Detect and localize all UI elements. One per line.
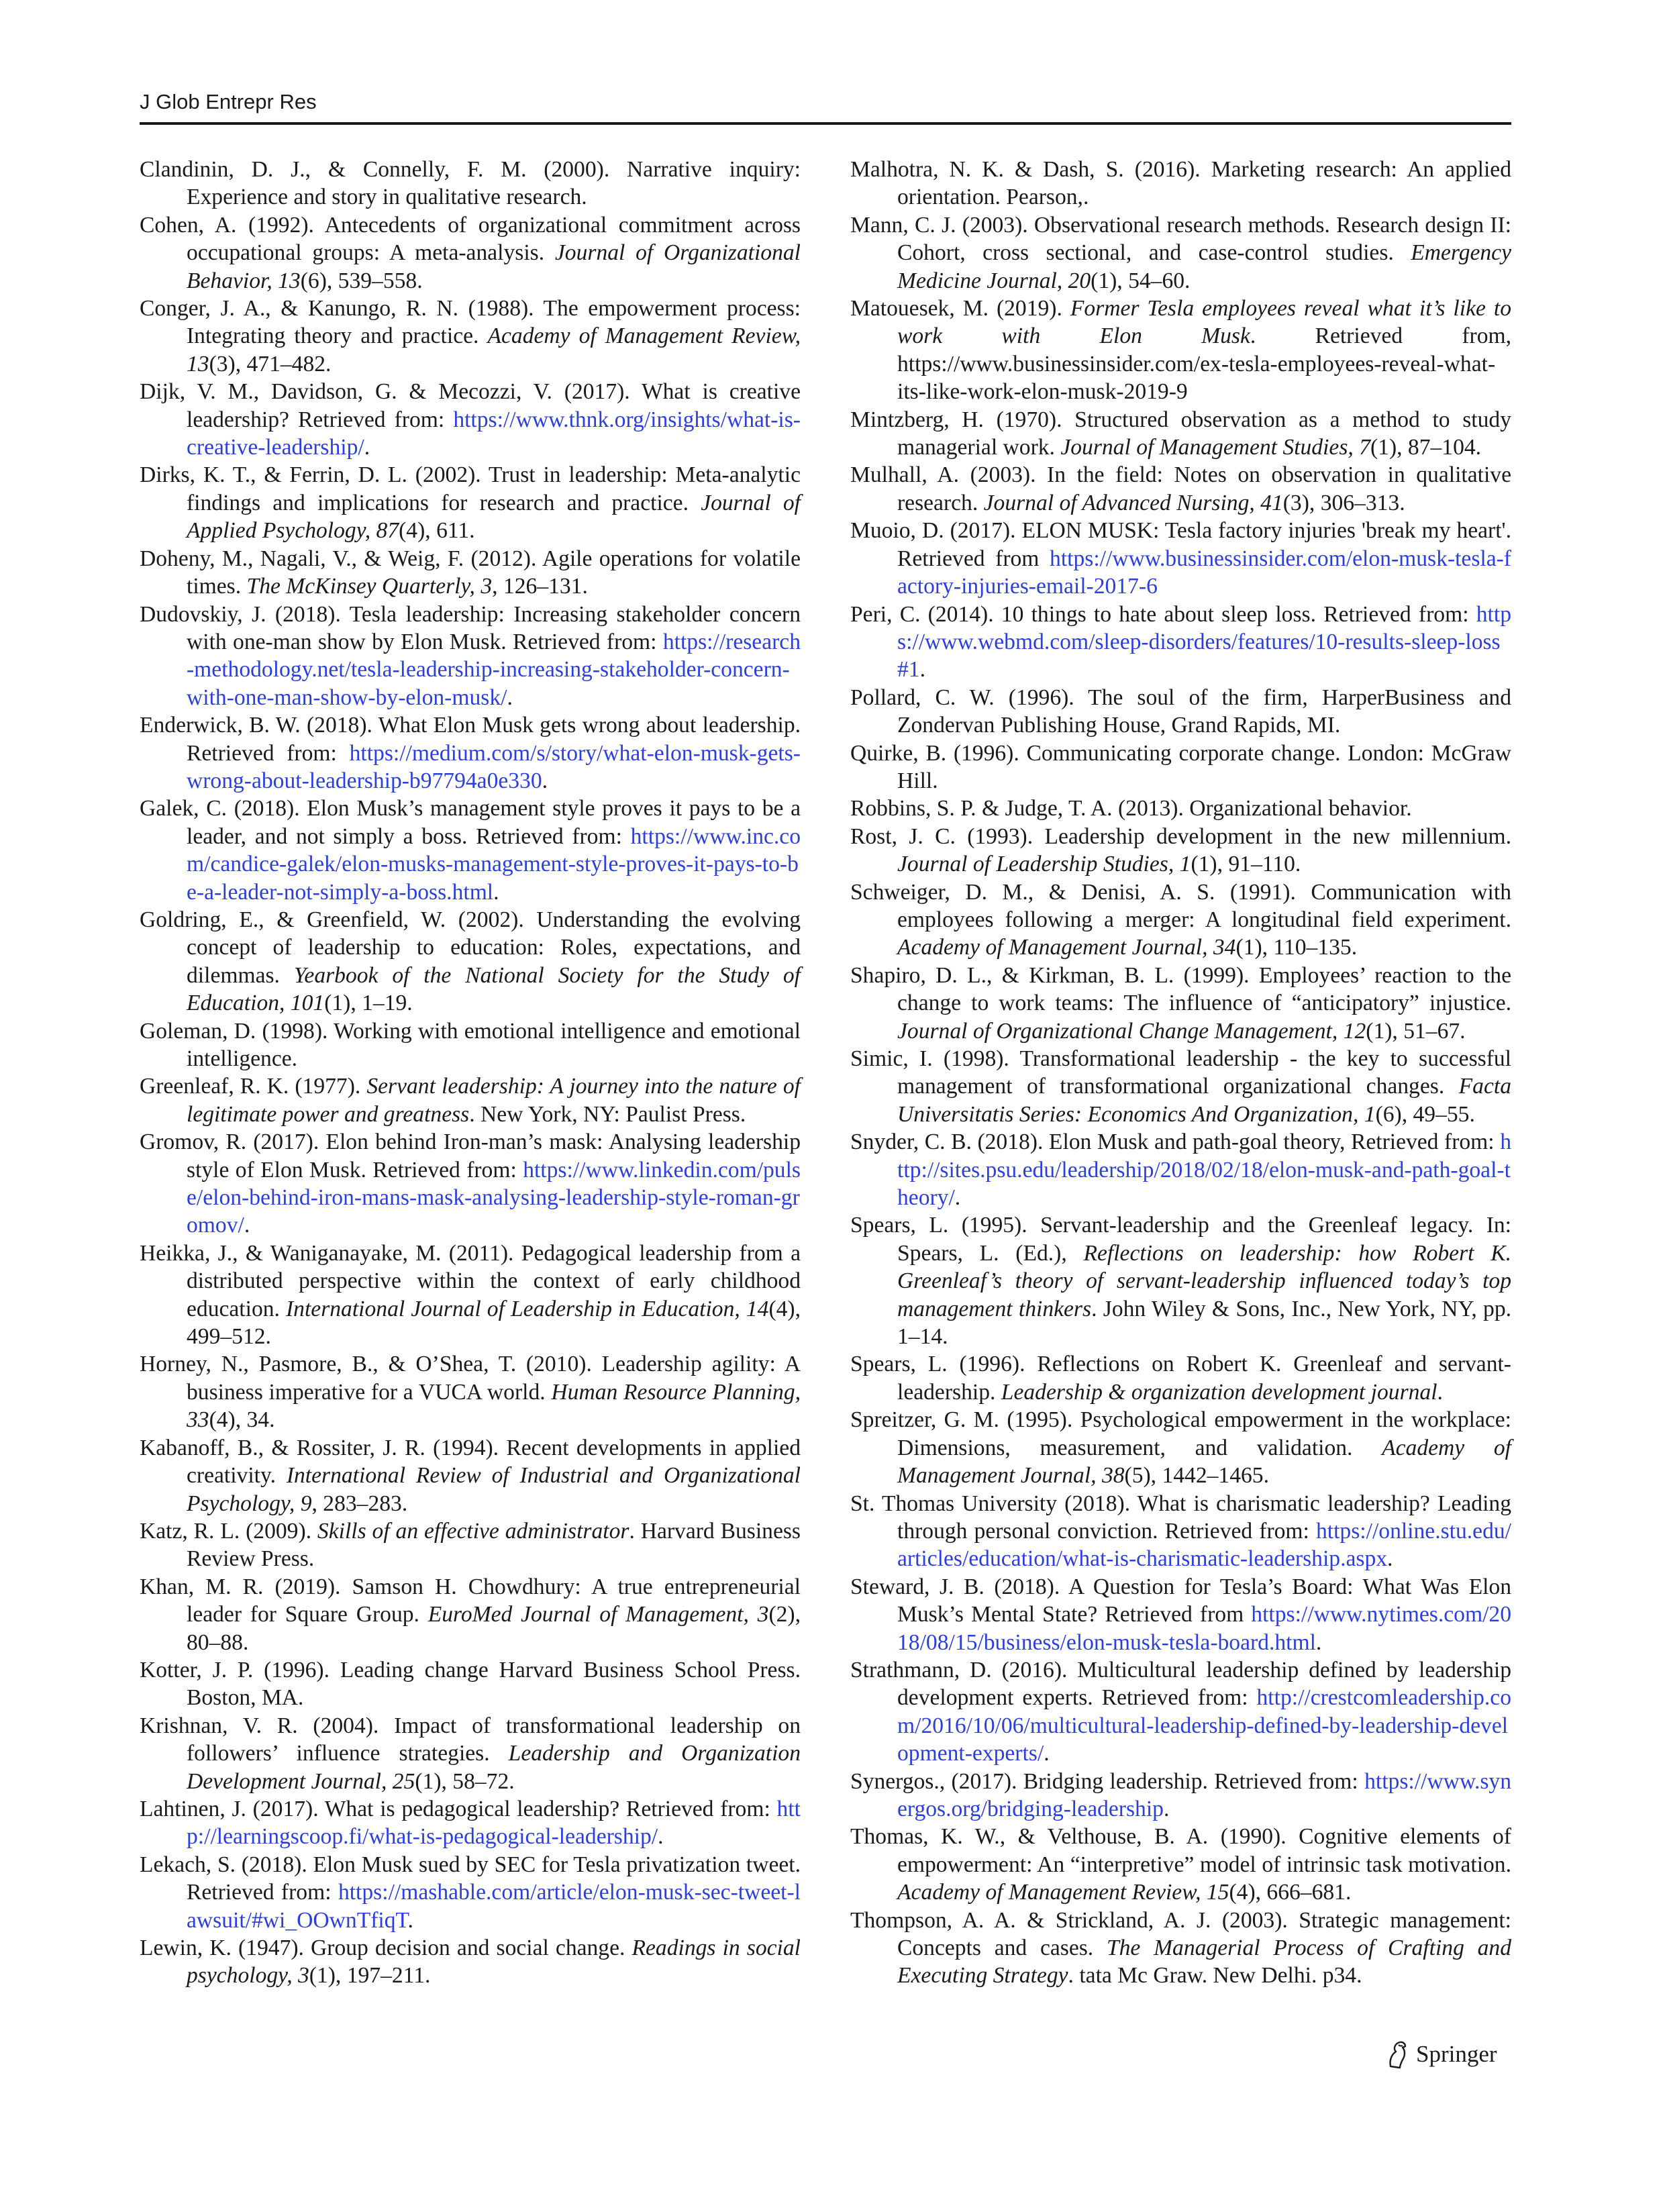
reference-text: Doheny, M., Nagali, V., & Weig, F. (2012). Agile operations for volatile times. [140,546,801,599]
reference-source-title: Academy of Management Journal, 38 [897,1435,1511,1489]
reference-text: Enderwick, B. W. (2018). What Elon Musk gets wrong about leadership. Retrieved from: [140,713,801,766]
reference-text: (4), 499–512. [187,1296,801,1350]
reference-entry [850,1045,1511,1128]
reference-entry [140,211,801,295]
reference-text: Clandinin, D. J., & Connelly, F. M. (2000). Narrative inquiry: Experience and story in qualitative research. [140,157,801,210]
reference-entry [140,1656,801,1712]
reference-source-title: Human Resource Planning, 33 [187,1379,801,1433]
reference-entry [140,1350,801,1434]
reference-entry [850,823,1511,878]
reference-text: . Harvard Business Review Press. [187,1518,801,1572]
reference-text: Spears, L. (1995). Servant-leadership and the Greenleaf legacy. In: Spears, L. (Ed.), [850,1213,1511,1266]
reference-entry [140,601,801,712]
reference-source-title: International Review of Industrial and Organizational Psychology, 9 [187,1463,801,1516]
reference-text: Katz, R. L. (2009). [140,1518,317,1544]
reference-text: (1), 58–72. [415,1768,515,1794]
reference-text: (1), 54–60. [1091,268,1191,293]
reference-entry [140,1851,801,1934]
reference-text: (6), 49–55. [1375,1101,1475,1127]
reference-entry [140,1712,801,1795]
reference-text: Shapiro, D. L., & Kirkman, B. L. (1999). Employees’ reaction to the change to work teams: The influence of “anticipatory” injustice. [850,962,1511,1016]
reference-entry [850,1350,1511,1406]
reference-source-title: The McKinsey Quarterly, 3 [246,574,493,599]
reference-entry [140,1517,801,1573]
reference-text: Krishnan, V. R. (2004). Impact of transformational leadership on followers’ influence strategies. [140,1713,801,1766]
reference-text: . [1163,1796,1170,1821]
reference-entry [850,795,1511,822]
reference-link[interactable]: https://mashable.com/article/elon-musk-sec-tweet-lawsuit/#wi_OOwnTfiqT [187,1880,801,1933]
reference-link[interactable]: https://www.webmd.com/sleep-disorders/features/10-results-sleep-loss#1 [897,601,1511,683]
reference-source-title: Reflections on leadership: how Robert K. Greenleaf’s theory of servant-leadership influenced today’s top management thinkers [897,1240,1512,1321]
reference-text: (3), 471–482. [209,351,332,376]
reference-text: . Retrieved from, https://www.businessinsider.com/ex-tesla-employees-reveal-what-its-like-work-elon-musk-2019-9 [897,323,1511,405]
reference-text: (1), 1–19. [324,991,413,1016]
reference-text: Synergos., (2017). Bridging leadership. Retrieved from: [850,1768,1365,1794]
reference-entry [140,795,801,906]
reference-source-title: Journal of Organizational Behavior, 13 [187,240,801,293]
reference-entry [850,517,1511,600]
reference-text: Strathmann, D. (2016). Multicultural leadership defined by leadership development experts. Retrieved from: [850,1657,1511,1711]
reference-text: Matouesek, M. (2019). [850,296,1070,321]
reference-text: Spears, L. (1996). Reflections on Robert K. Greenleaf and servant-leadership. [850,1352,1511,1405]
reference-text: . [542,768,548,793]
reference-source-title: Readings in social psychology, 3 [187,1936,801,1989]
reference-text: (1), 51–67. [1366,1018,1466,1044]
reference-entry [140,545,801,601]
reference-text: . [364,435,370,460]
reference-text: (4), 611. [399,518,475,544]
reference-text: Gromov, R. (2017). Elon behind Iron-man’s mask: Analysing leadership style of Elon Musk. Retrieved from: [140,1129,801,1183]
reference-entry [140,378,801,461]
reference-entry [140,1795,801,1851]
reference-text: (1), 110–135. [1235,935,1358,960]
reference-text: Greenleaf, R. K. (1977). [140,1074,367,1099]
reference-source-title: Journal of Advanced Nursing, 41 [983,490,1283,515]
reference-text: . [1044,1741,1050,1766]
reference-text: . [507,685,513,710]
reference-text: St. Thomas University (2018). What is charismatic leadership? Leading through personal conviction. Retrieved from: [850,1491,1511,1544]
page-header [140,87,1511,125]
reference-text: (5), 1442–1465. [1124,1463,1269,1489]
reference-entry [850,1211,1511,1350]
reference-text: Quirke, B. (1996). Communicating corporate change. London: McGraw Hill. [850,740,1511,793]
reference-source-title: Journal of Leadership Studies, 1 [897,852,1191,877]
reference-source-title: International Journal of Leadership in Education, 14 [286,1296,769,1321]
reference-entry [850,1768,1511,1823]
reference-entry [850,684,1511,740]
reference-text: . New York, NY: Paulist Press. [469,1101,746,1127]
reference-text: . [244,1213,250,1238]
reference-text: Steward, J. B. (2018). A Question for Tesla’s Board: What Was Elon Musk’s Mental State? Retrieved from [850,1574,1511,1627]
reference-link[interactable]: https://www.nytimes.com/2018/08/15/business/elon-musk-tesla-board.html [897,1602,1511,1655]
reference-text: Robbins, S. P. & Judge, T. A. (2013). Organizational behavior. [850,796,1412,821]
reference-entry [850,211,1511,295]
reference-text: Rost, J. C. (1993). Leadership development in the new millennium. [850,823,1511,849]
reference-entry [850,461,1511,517]
reference-link[interactable]: https://www.linkedin.com/pulse/elon-behind-iron-mans-mask-analysing-leadership-style-roman-gromov/ [187,1157,801,1238]
reference-source-title: Emergency Medicine Journal, 20 [897,240,1511,293]
reference-entry [850,1907,1511,1990]
reference-link[interactable]: https://online.stu.edu/articles/education/what-is-charismatic-leadership.aspx [897,1518,1511,1572]
reference-entry [850,1656,1511,1768]
reference-entry [850,1128,1511,1211]
reference-entry [850,962,1511,1045]
reference-source-title: Journal of Organizational Change Management, 12 [897,1018,1366,1044]
reference-text: Mintzberg, H. (1970). Structured observation as a method to study managerial work. [850,407,1511,460]
reference-entry [140,1128,801,1240]
reference-text: , 126–131. [492,574,588,599]
reference-text: Galek, C. (2018). Elon Musk’s management style proves it pays to be a leader, and not simply a boss. Retrieved from: [140,796,801,849]
reference-link[interactable]: https://research-methodology.net/tesla-leadership-increasing-stakeholder-concern-with-one-man-show-by-elon-musk/ [187,629,801,710]
reference-text: Conger, J. A., & Kanungo, R. N. (1988). The empowerment process: Integrating theory and practice. [140,296,801,349]
reference-text: Mann, C. J. (2003). Observational research methods. Research design II: Cohort, cross sectional, and case-control studies. [850,212,1511,266]
reference-text: Thomas, K. W., & Velthouse, B. A. (1990). Cognitive elements of empowerment: An “interpretive” model of intrinsic task motivation. [850,1824,1511,1877]
reference-source-title: Skills of an effective administrator [317,1518,629,1544]
reference-text: , 283–283. [311,1491,408,1516]
reference-text: Schweiger, D. M., & Denisi, A. S. (1991). Communication with employees following a merger: A longitudinal field experiment. [850,879,1511,932]
reference-entry [850,1406,1511,1489]
reference-text: Heikka, J., & Waniganayake, M. (2011). Pedagogical leadership from a distributed perspective within the context of early childhood education. [140,1240,801,1321]
reference-link[interactable]: https://www.thnk.org/insights/what-is-creative-leadership/ [187,407,801,460]
reference-source-title: Servant leadership: A journey into the nature of legitimate power and greatness [187,1074,801,1127]
reference-text: . John Wiley & Sons, Inc., New York, NY, pp. 1–14. [897,1296,1512,1350]
reference-text: (4), 666–681. [1229,1880,1352,1905]
reference-text: Kabanoff, B., & Rossiter, J. R. (1994). Recent developments in applied creativity. [140,1435,801,1489]
reference-link[interactable]: http://sites.psu.edu/leadership/2018/02/18/elon-musk-and-path-goal-theory/ [897,1129,1511,1211]
reference-text: (3), 306–313. [1282,490,1405,515]
reference-text: Mulhall, A. (2003). In the field: Notes on observation in qualitative research. [850,462,1511,515]
publisher-name: Springer [1416,2041,1497,2067]
reference-text: . [658,1824,664,1850]
reference-entry [850,1573,1511,1656]
reference-entry [140,461,801,544]
reference-entry [140,906,801,1017]
reference-source-title: Journal of Management Studies, 7 [1060,435,1370,460]
reference-source-title: Journal of Applied Psychology, 87 [187,490,801,544]
journal-title: J Glob Entrepr Res [140,90,317,113]
reference-source-title: Academy of Management Review, 15 [897,1880,1229,1905]
reference-source-title: The Managerial Process of Crafting and Executing Strategy [897,1936,1511,1989]
reference-source-title: Academy of Management Review, 13 [187,323,801,376]
reference-link[interactable]: https://medium.com/s/story/what-elon-musk-gets-wrong-about-leadership-b97794a0e330 [187,740,801,793]
reference-text: . [493,879,499,905]
reference-text: (1), 87–104. [1370,435,1482,460]
reference-text: Thompson, A. A. & Strickland, A. J. (2003). Strategic management: Concepts and cases. [850,1907,1511,1960]
reference-text: Dijk, V. M., Davidson, G. & Mecozzi, V. (2017). What is creative leadership? Retrieved from: [140,379,801,432]
reference-entry [850,295,1511,406]
reference-text: Dudovskiy, J. (2018). Tesla leadership: Increasing stakeholder concern with one-man show by Elon Musk. Retrieved from: [140,601,801,654]
reference-source-title: Academy of Management Journal, 34 [897,935,1236,960]
reference-text: Lekach, S. (2018). Elon Musk sued by SEC for Tesla privatization tweet. Retrieved from: [140,1852,801,1905]
reference-entry [850,878,1511,962]
reference-link[interactable]: https://www.inc.com/candice-galek/elon-musks-management-style-proves-it-pays-to-be-a-leader-not-simply-a-boss.html [187,823,801,905]
reference-text: . [1387,1546,1393,1572]
reference-text: . [954,1185,961,1211]
reference-text: (4), 34. [209,1407,275,1433]
reference-text: Goleman, D. (1998). Working with emotional intelligence and emotional intelligence. [140,1018,801,1071]
reference-text: Spreitzer, G. M. (1995). Psychological empowerment in the workplace: Dimensions, measurement, and validation. [850,1407,1511,1460]
reference-source-title: Leadership & organization development journal [1001,1379,1437,1405]
reference-entry [850,156,1511,211]
reference-text: (1), 197–211. [309,1963,431,1989]
reference-entry [140,1240,801,1351]
reference-text: Simic, I. (1998). Transformational leadership - the key to successful management of transformational organizational changes. [850,1046,1511,1099]
reference-text: . [1315,1629,1322,1655]
reference-entry [140,1934,801,1990]
reference-text: (6), 539–558. [300,268,423,293]
reference-source-title: Yearbook of the National Society for the Study of Education, 101 [187,962,801,1016]
reference-text: Dirks, K. T., & Ferrin, D. L. (2002). Trust in leadership: Meta-analytic findings and implications for research and practice. [140,462,801,515]
reference-text: Kotter, J. P. (1996). Leading change Harvard Business School Press. Boston, MA. [140,1657,801,1711]
reference-text: Goldring, E., & Greenfield, W. (2002). Understanding the evolving concept of leadership to education: Roles, expectations, and dilemmas. [140,907,801,988]
reference-entry [850,601,1511,684]
reference-text: Lewin, K. (1947). Group decision and social change. [140,1936,632,1960]
reference-source-title: Former Tesla employees reveal what it’s like to work with Elon Musk [897,296,1511,349]
reference-text: Peri, C. (2014). 10 things to hate about sleep loss. Retrieved from: [850,601,1476,627]
reference-text: Snyder, C. B. (2018). Elon Musk and path-goal theory, Retrieved from: [850,1129,1501,1155]
reference-text: . tata Mc Graw. New Delhi. p34. [1068,1963,1362,1989]
reference-entry [850,740,1511,795]
reference-entry [140,1434,801,1517]
reference-link[interactable]: https://www.synergos.org/bridging-leadership [897,1768,1511,1821]
reference-text: Muoio, D. (2017). ELON MUSK: Tesla factory injuries 'break my heart'. Retrieved from [850,518,1511,571]
reference-entry [140,156,801,211]
reference-entry [850,1823,1511,1906]
reference-text: Khan, M. R. (2019). Samson H. Chowdhury: A true entrepreneurial leader for Square Group. [140,1574,801,1627]
publisher-logo [1385,2038,1497,2071]
reference-source-title: EuroMed Journal of Management, 3 [427,1602,769,1627]
reference-text: Cohen, A. (1992). Antecedents of organizational commitment across occupational groups: A meta-analysis. [140,212,801,266]
reference-entry [140,1573,801,1656]
reference-source-title: Facta Universitatis Series: Economics And Organization, 1 [897,1074,1511,1127]
reference-entry [850,406,1511,462]
reference-link[interactable]: http://learningscoop.fi/what-is-pedagogical-leadership/ [187,1796,801,1850]
reference-link[interactable]: http://crestcomleadership.com/2016/10/06/multicultural-leadership-defined-by-leadership-development-experts/ [897,1685,1511,1766]
reference-entry [140,295,801,378]
reference-entry [850,1490,1511,1573]
reference-text: (2), 80–88. [187,1602,801,1655]
reference-text: Pollard, C. W. (1996). The soul of the firm, HarperBusiness and Zondervan Publishing House, Grand Rapids, MI. [850,685,1511,738]
reference-link[interactable]: https://www.businessinsider.com/elon-musk-tesla-factory-injuries-email-2017-6 [897,546,1511,599]
reference-text: . [407,1907,413,1933]
reference-text: . [919,657,925,683]
reference-source-title: Leadership and Organization Development Journal, 25 [187,1741,801,1794]
reference-text: Malhotra, N. K. & Dash, S. (2016). Marketing research: An applied orientation. Pearson,. [850,157,1511,210]
reference-entry [140,711,801,795]
reference-entry [140,1072,801,1128]
reference-column-left [140,156,801,1990]
springer-horse-icon [1385,2040,1409,2069]
reference-entry [140,1017,801,1073]
reference-column-right [850,156,1511,1990]
reference-text: Lahtinen, J. (2017). What is pedagogical leadership? Retrieved from: [140,1796,777,1821]
reference-text: . [1437,1379,1443,1405]
reference-text: (1), 91–110. [1191,852,1301,877]
reference-text: Horney, N., Pasmore, B., & O’Shea, T. (2010). Leadership agility: A business imperative for a VUCA world. [140,1352,801,1405]
